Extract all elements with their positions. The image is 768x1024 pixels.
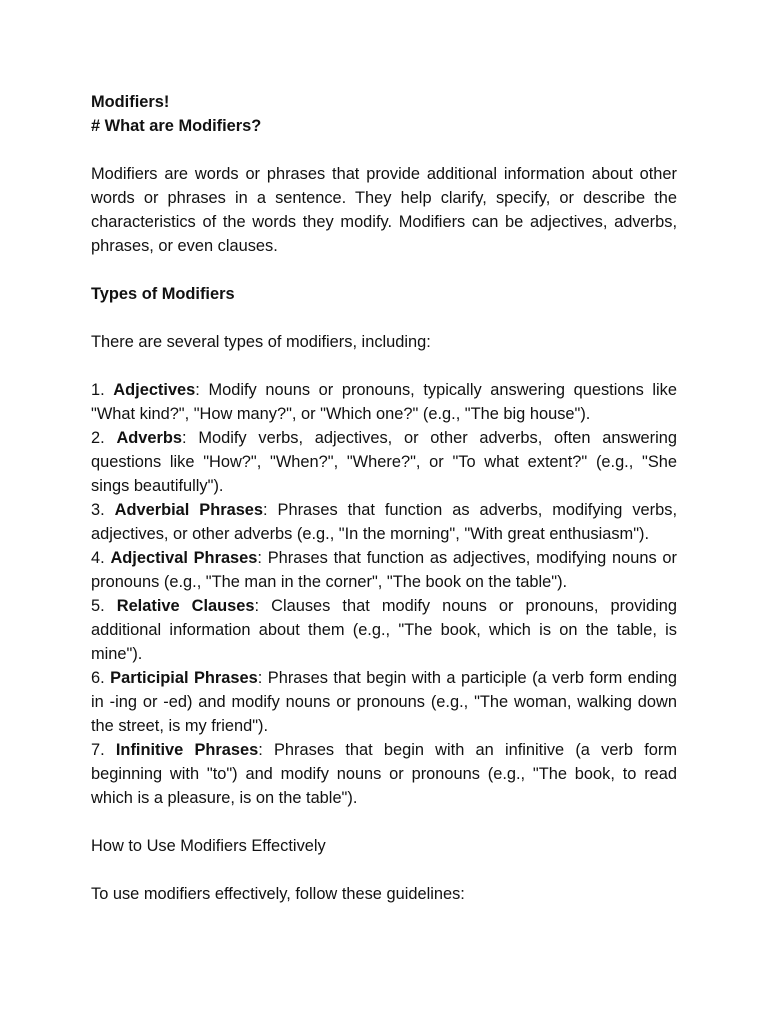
document-title: Modifiers!	[91, 93, 170, 111]
usage-intro: To use modifiers effectively, follow these guidelines:	[91, 885, 465, 903]
list-term: Infinitive Phrases	[115, 741, 259, 759]
spacer	[91, 858, 677, 882]
list-number: 5.	[91, 597, 105, 615]
types-list	[91, 378, 677, 810]
document-subtitle: # What are Modifiers?	[91, 117, 262, 135]
list-term: Participial Phrases	[110, 669, 258, 687]
list-term: Adjectives	[113, 381, 196, 399]
list-number: 2.	[91, 429, 105, 447]
list-item	[91, 426, 677, 498]
list-number: 1.	[91, 381, 105, 399]
types-intro: There are several types of modifiers, including:	[91, 333, 431, 351]
list-text: : Phrases that begin with a participle (a verb form ending in -ing or -ed) and modify nouns or pronouns (e.g., "The woman, walking down the street, is my friend").	[91, 669, 677, 735]
spacer	[91, 138, 677, 162]
usage-heading: How to Use Modifiers Effectively	[91, 837, 326, 855]
intro-paragraph: Modifiers are words or phrases that provide additional information about other words or phrases in a sentence. They help clarify, specify, or describe the characteristics of the words they modify. Modifiers can be adjectives, adverbs, phrases, or even clauses.	[91, 165, 677, 255]
list-term: Relative Clauses	[116, 597, 255, 615]
list-item	[91, 546, 677, 594]
list-term: Adverbial Phrases	[114, 501, 264, 519]
spacer	[91, 810, 677, 834]
list-text: : Phrases that function as adjectives, modifying nouns or pronouns (e.g., "The man in the corner", "The book on the table").	[91, 549, 677, 591]
list-term: Adjectival Phrases	[110, 549, 258, 567]
list-text: : Modify verbs, adjectives, or other adverbs, often answering questions like "How?", "When?", "Where?", or "To what extent?" (e.g., "She sings beautifully").	[91, 429, 677, 495]
list-number: 6.	[91, 669, 105, 687]
list-text: : Modify nouns or pronouns, typically answering questions like "What kind?", "How many?", or "Which one?" (e.g., "The big house").	[91, 381, 677, 423]
spacer	[91, 258, 677, 282]
list-item	[91, 666, 677, 738]
list-number: 3.	[91, 501, 105, 519]
list-item	[91, 498, 677, 546]
types-heading: Types of Modifiers	[91, 285, 235, 303]
list-number: 7.	[91, 741, 105, 759]
spacer	[91, 354, 677, 378]
list-text: : Clauses that modify nouns or pronouns, providing additional information about them (e.g., "The book, which is on the table, is mine").	[91, 597, 677, 663]
list-term: Adverbs	[116, 429, 183, 447]
list-item	[91, 378, 677, 426]
list-text: : Phrases that begin with an infinitive (a verb form beginning with "to") and modify nouns or pronouns (e.g., "The book, to read which is a pleasure, is on the table").	[91, 741, 677, 807]
spacer	[91, 306, 677, 330]
document-page	[91, 90, 677, 906]
list-number: 4.	[91, 549, 105, 567]
list-item	[91, 594, 677, 666]
list-item	[91, 738, 677, 810]
list-text: : Phrases that function as adverbs, modifying verbs, adjectives, or other adverbs (e.g., "In the morning", "With great enthusiasm").	[91, 501, 677, 543]
